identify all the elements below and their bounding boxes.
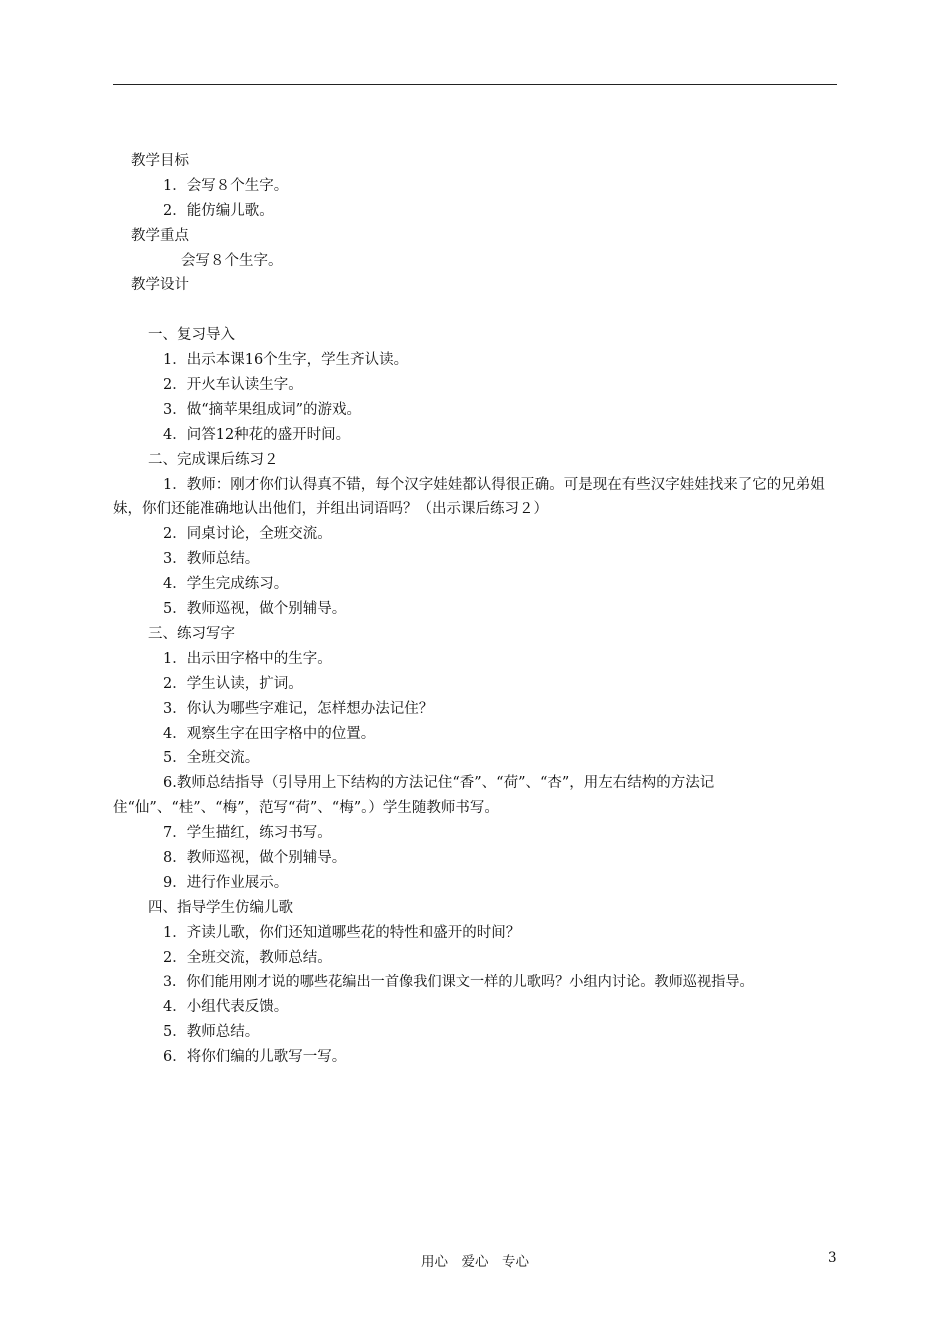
part4-item-6: 6．将你们编的儿歌写一写。 [163,1049,347,1066]
focus-text: 会写８个生字。 [181,252,283,269]
part3-item-8: 8．教师巡视，做个别辅导。 [163,850,347,866]
part1-item-1: 1．出示本课16个生字，学生齐认读。 [163,352,409,369]
part2-item-3: 3．教师总结。 [163,551,260,568]
footer-motto: 用心 爱心 专心 [421,1254,529,1270]
goal-item-2: 2．能仿编儿歌。 [163,202,274,219]
part3-paragraph: 6.教师总结指导（引导用上下结构的方法记住“香”、“荷”、“杏”，用左右结构的方法记住“仙”、“桂”、“梅”，范写“荷”、“梅”。）学生随教师书写。 [113,775,715,817]
part2-paragraph: 1．教师：刚才你们认得真不错，每个汉字娃娃都认得很正确。可是现在有些汉字娃娃找来了它的兄弟姐妹，你们还能准确地认出他们，并组出词语吗？（出示课后练习２） [113,476,825,518]
part2-heading: 二、完成课后练习２ [148,451,279,468]
part3-heading: 三、练习写字 [148,625,235,642]
part3-item-1: 1．出示田字格中的生字。 [163,650,332,667]
part4-item-1: 1．齐读儿歌，你们还知道哪些花的特性和盛开的时间？ [163,924,521,941]
part4-heading: 四、指导学生仿编儿歌 [148,899,293,916]
design-heading: 教学设计 [131,277,189,294]
goal-item-1: 1．会写８个生字。 [163,177,289,194]
part4-item-4: 4．小组代表反馈。 [163,999,289,1016]
part3-item-3: 3．你认为哪些字难记，怎样想办法记住？ [163,700,434,717]
header-rule [113,84,837,85]
focus-heading: 教学重点 [131,227,189,244]
part3-item-4: 4．观察生字在田字格中的位置。 [163,725,376,742]
part3-item-5: 5．全班交流。 [163,750,260,767]
spacer [113,298,837,323]
part4-item-5: 5．教师总结。 [163,1024,260,1041]
part3-item-9: 9．进行作业展示。 [163,874,289,891]
document-body [113,149,837,1070]
goals-heading: 教学目标 [131,153,189,169]
part2-item-5: 5．教师巡视，做个别辅导。 [163,601,347,618]
part2-item-2: 2．同桌讨论，全班交流。 [163,526,332,543]
part4-item-3: 3．你们能用刚才说的哪些花编出一首像我们课文一样的儿歌吗？小组内讨论。教师巡视指导。 [163,974,754,991]
part1-item-2: 2．开火车认读生字。 [163,377,303,394]
part3-item-2: 2．学生认读，扩词。 [163,675,303,692]
page-number: 3 [828,1250,837,1266]
part1-heading: 一、复习导入 [148,327,235,344]
part1-item-3: 3．做“摘苹果组成词”的游戏。 [163,401,362,418]
part4-item-2: 2．全班交流，教师总结。 [163,949,332,966]
part3-item-7: 7．学生描红，练习书写。 [163,825,332,842]
part2-item-4: 4．学生完成练习。 [163,576,289,593]
part1-item-4: 4．问答12种花的盛开时间。 [163,426,351,443]
